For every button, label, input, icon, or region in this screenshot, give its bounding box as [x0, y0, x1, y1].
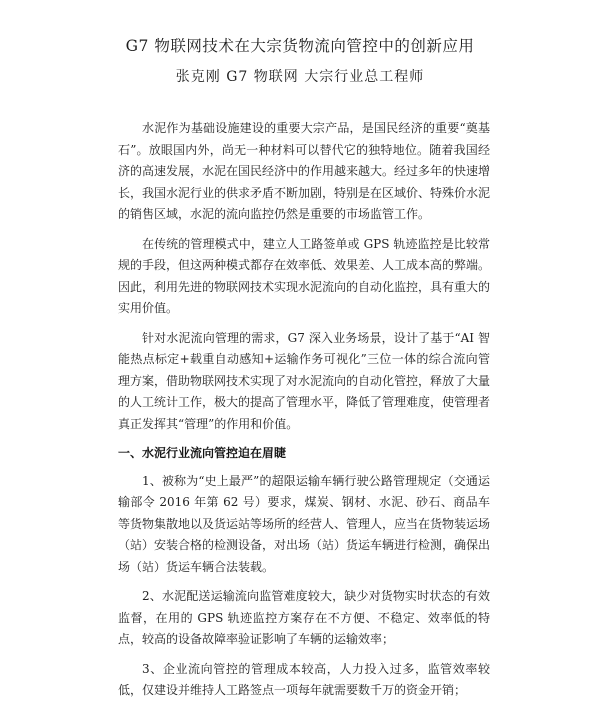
paragraph: 在传统的管理模式中，建立人工路签单或 GPS 轨迹监控是比较常规的手段，但这两种模式都存在效率低、效果差、人工成本高的弊端。因此，利用先进的物联网技术实现水泥流向的自动化监控，具有重大的实用价值。	[118, 236, 491, 315]
list-item: 2、水泥配送运输流向监管难度较大，缺少对货物实时状态的有效监督，在用的 GPS 轨迹监控方案存在不方便、不稳定、效率低的特点，较高的设备故障率验证影响了车辆的运输效率；	[118, 589, 490, 646]
section-heading: 一、水泥行业流向管控迫在眉睫	[118, 446, 287, 460]
author-line: 张克刚 G7 物联网 大宗行业总工程师	[175, 69, 425, 85]
paragraph: 针对水泥流向管理的需求，G7 深入业务场景，设计了基于“AI 智能热点标定+载重自动感知+运输作务可视化”三位一体的综合流向管理方案，借助物联网技术实现了对水泥流向的自动化管控，释放了大量的人工统计工作，极大的提高了管理水平，降低了管理难度，使管理者真正发挥其“管理”的作用和价值。	[118, 330, 491, 431]
document-title: G7 物联网技术在大宗货物流向管控中的创新应用	[125, 37, 475, 55]
document-body	[118, 118, 490, 710]
list-item: 3、企业流向管控的管理成本较高，人力投入过多，监管效率较低，仅建设并维持人工路签点一项每年就需要数千万的资金开销；	[118, 661, 490, 697]
list-item: 1、被称为“史上最严”的超限运输车辆行驶公路管理规定（交通运输部令 2016 年第 62 号）要求，煤炭、钢材、水泥、砂石、商品车等货物集散地以及货运站等场所的经营人、管理人，应当在货物装运场（站）安装合格的检测设备，对出场（站）货运车辆进行检测，确保出场（站）货运车辆合法装载。	[118, 473, 491, 574]
paragraph: 水泥作为基础设施建设的重要大宗产品，是国民经济的重要“奠基石”。放眼国内外，尚无一种材料可以替代它的独特地位。随着我国经济的高速发展，水泥在国民经济中的作用越来越大。经过多年的快速增长，我国水泥行业的供求矛盾不断加剧，特别是在区域价、特殊价水泥的销售区域，水泥的流向监控仍然是重要的市场监管工作。	[118, 121, 491, 221]
